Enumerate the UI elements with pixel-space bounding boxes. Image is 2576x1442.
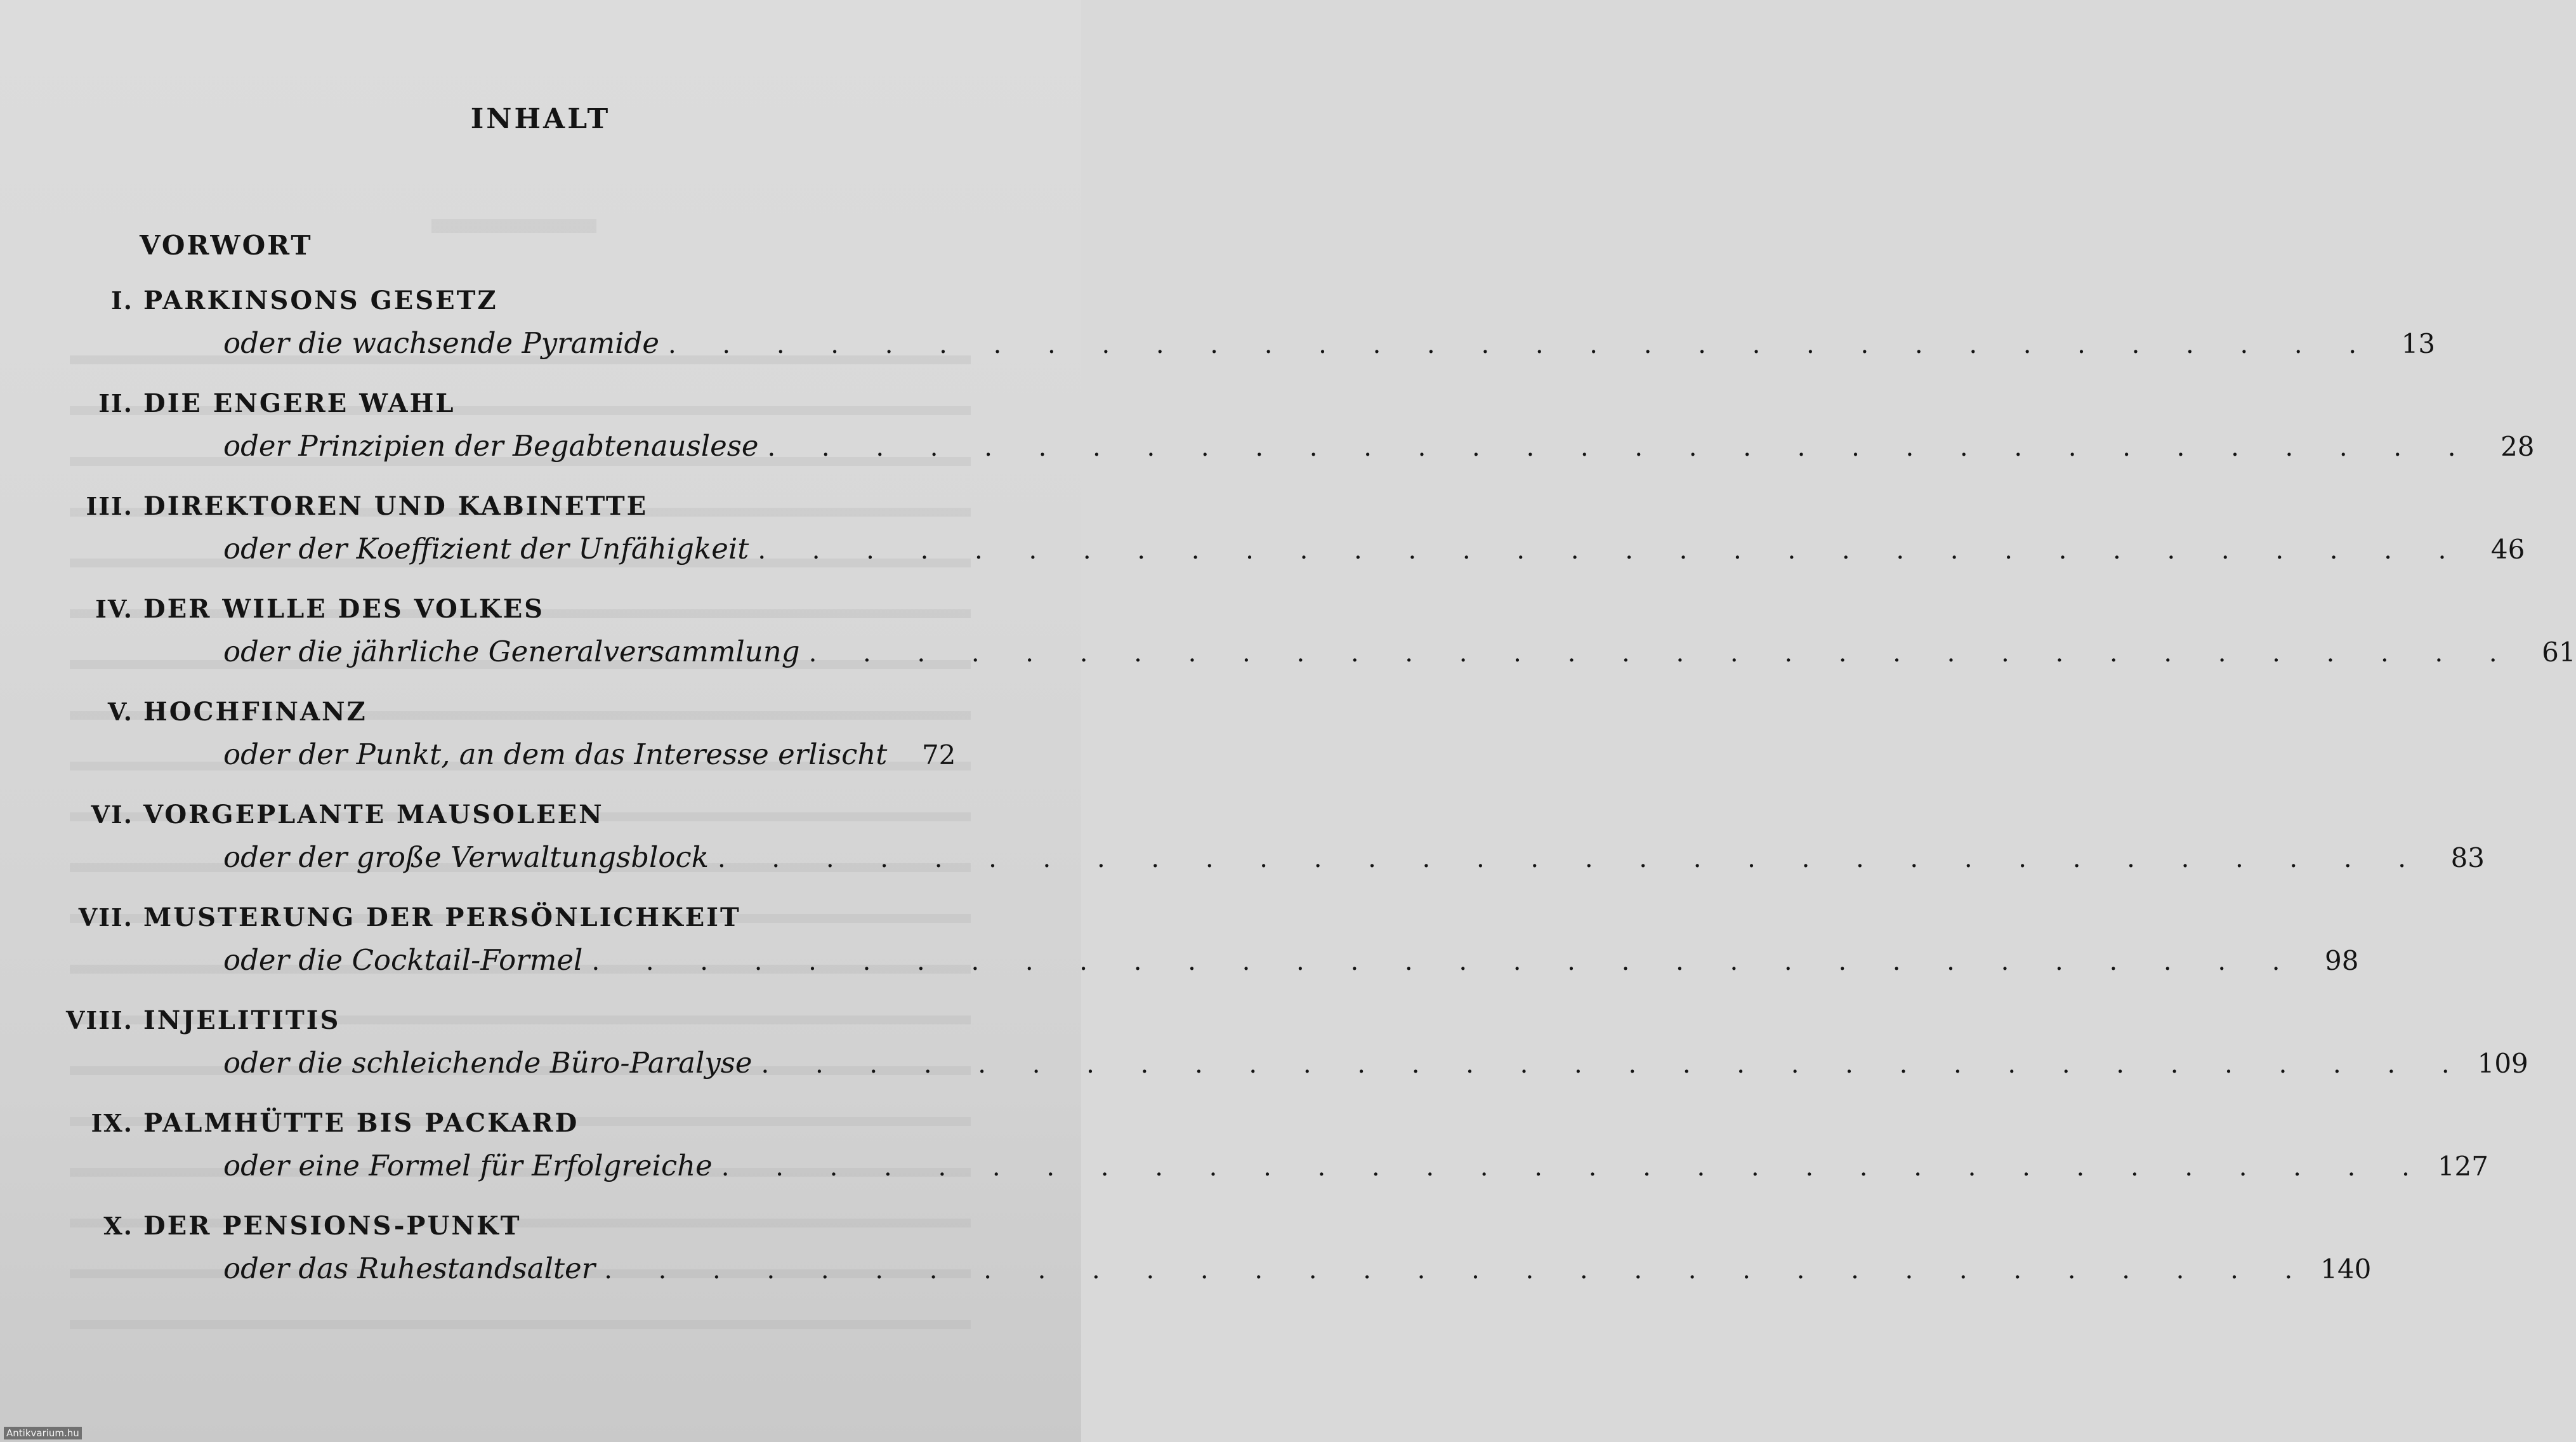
chapter-heading [0, 1211, 521, 1247]
toc-entry [0, 388, 2535, 490]
page-number: 109 [2477, 1048, 2528, 1079]
leader-dots: . . . . . . . . . . . . . . . . . . . . . . . . . . . . . . . . [721, 1153, 2429, 1182]
chapter-numeral: III. [86, 492, 133, 520]
chapter-subtitle: oder der Punkt, an dem das Interesse erlischt [223, 738, 888, 771]
chapter-numeral: VIII. [65, 1006, 133, 1035]
watermark: Antikvarium.hu [4, 1427, 82, 1439]
toc-entry [0, 903, 2359, 1004]
leader-dots: . . . . . . . . . . . . . . . . . . . . . . . . . . . . . . . . [717, 844, 2426, 873]
chapter-title: PARKINSONS GESETZ [143, 286, 498, 315]
page-number: 72 [921, 739, 956, 771]
page-number: 127 [2437, 1151, 2488, 1182]
chapter-title: HOCHFINANZ [143, 697, 367, 727]
chapter-numeral: I. [110, 286, 133, 315]
chapter-subtitle: oder die wachsende Pyramide [223, 326, 659, 360]
chapter-heading [0, 388, 455, 424]
chapter-subtitle: oder Prinzipien der Begabtenauslese [223, 429, 759, 463]
page-number: 13 [2401, 328, 2436, 359]
page-number: 28 [2500, 431, 2535, 462]
chapter-subtitle: oder die schleichende Büro-Paralyse [223, 1046, 752, 1080]
page-number: 46 [2490, 534, 2525, 565]
chapter-subtitle: oder die Cocktail-Formel [223, 943, 583, 977]
chapter-numeral: X. [103, 1212, 133, 1240]
chapter-title: PALMHÜTTE BIS PACKARD [143, 1108, 579, 1138]
chapter-subtitle-line [223, 840, 2485, 878]
chapter-numeral: IV. [95, 595, 133, 623]
toc-entry [0, 594, 2576, 696]
leader-dots: . . . . . . . . . . . . . . . . . . . . . . . . . . . . . . . . [767, 433, 2475, 462]
page-number: 83 [2450, 842, 2485, 873]
chapter-title: DER PENSIONS-PUNKT [143, 1211, 522, 1241]
chapter-heading [0, 1005, 340, 1041]
chapter-subtitle-line [223, 1149, 2488, 1187]
chapter-title: MUSTERUNG DER PERSÖNLICHKEIT [143, 903, 741, 932]
chapter-subtitle-line [223, 1046, 2528, 1084]
chapter-subtitle-line [223, 943, 2359, 981]
chapter-subtitle: oder der große Verwaltungsblock [223, 840, 709, 874]
chapter-numeral: IX. [91, 1109, 133, 1137]
toc-heading: INHALT [470, 103, 611, 135]
chapter-numeral: VII. [78, 903, 133, 932]
chapter-numeral: VI. [91, 800, 133, 829]
toc-entry [0, 491, 2525, 593]
chapter-heading [0, 800, 604, 835]
chapter-heading [0, 286, 498, 321]
chapter-heading [0, 594, 544, 630]
chapter-numeral: II. [98, 389, 133, 418]
page-number: 140 [2320, 1253, 2372, 1285]
page-number: 98 [2325, 945, 2359, 976]
chapter-title: INJELITITIS [143, 1005, 341, 1035]
chapter-subtitle-line [223, 635, 2576, 673]
leader-dots: . . . . . . . . . . . . . . . . . . . . . . . . . . . . . . . . [808, 638, 2516, 668]
leader-dots: . . . . . . . . . . . . . . . . . . . . . . . . . . . . . . . . [591, 947, 2299, 976]
chapter-heading [0, 491, 648, 527]
chapter-subtitle-line [223, 1252, 2372, 1290]
leader-dots: . . . . . . . . . . . . . . . . . . . . . . . . . . . . . . . . [668, 330, 2376, 359]
toc-entry [0, 1108, 2488, 1210]
chapter-subtitle: oder der Koeffizient der Unfähigkeit [223, 532, 749, 566]
chapter-subtitle: oder die jährliche Generalversammlung [223, 635, 800, 668]
leader-dots: . . . . . . . . . . . . . . . . . . . . . . . . . . . . . . . . [758, 536, 2466, 565]
toc-entry-vorwort: VORWORT [140, 230, 313, 261]
chapter-subtitle: oder das Ruhestandsalter [223, 1252, 596, 1285]
toc-entry [0, 800, 2485, 901]
chapter-title: DER WILLE DES VOLKES [143, 594, 545, 624]
chapter-subtitle-line [223, 326, 2436, 364]
chapter-subtitle-line [223, 429, 2535, 467]
chapter-title: DIREKTOREN UND KABINETTE [143, 491, 648, 521]
leader-dots: . . . . . . . . . . . . . . . . . . . . . . . . . . . . . . . . [604, 1255, 2312, 1285]
chapter-subtitle-line [223, 532, 2525, 570]
chapter-heading [0, 903, 741, 938]
chapter-subtitle: oder eine Formel für Erfolgreiche [223, 1149, 713, 1182]
toc-entry [0, 697, 1081, 798]
chapter-title: VORGEPLANTE MAUSOLEEN [143, 800, 604, 830]
chapter-heading [0, 1108, 579, 1144]
toc-entry [0, 1005, 2528, 1107]
chapter-numeral: V. [107, 698, 133, 726]
chapter-heading [0, 697, 367, 732]
toc-entry [0, 286, 2436, 387]
page-number: 61 [2542, 637, 2576, 668]
chapter-subtitle-line [223, 738, 956, 776]
leader-dots: . . . . . . . . . . . . . . . . . . . . . . . . . . . . . . . . [761, 1050, 2469, 1079]
chapter-title: DIE ENGERE WAHL [143, 388, 456, 418]
toc-entry [0, 1211, 2372, 1313]
